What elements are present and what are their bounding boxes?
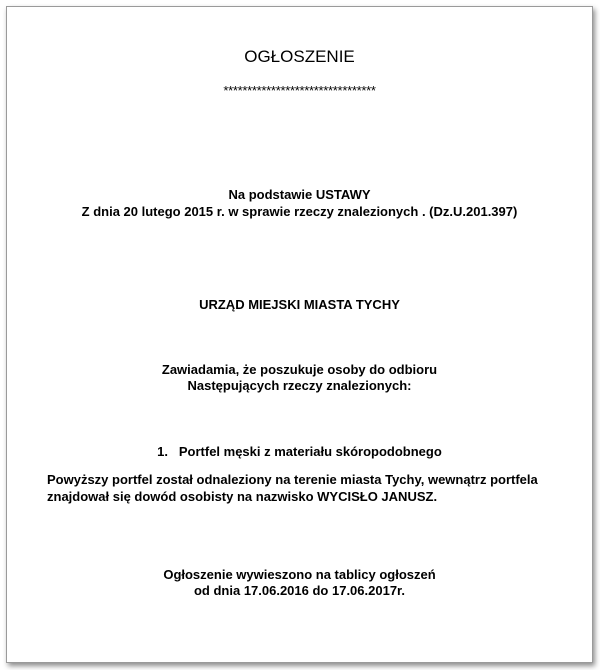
description-line-2: znajdował się dowód osobisty na nazwisko WYCISŁO JANUSZ. [47,489,438,504]
office-name: URZĄD MIEJSKI MIASTA TYCHY [199,297,400,312]
document-page [6,6,593,663]
list-item [7,444,592,460]
notice-line-1: Zawiadamia, że poszukuje osoby do odbioru [161,362,438,377]
posting-line-1: Ogłoszenie wywieszono na tablicy ogłoszeń [163,567,436,582]
list-item-number: 1. [157,444,169,459]
document-title: OGŁOSZENIE [244,47,355,66]
separator-line: ******************************** [223,83,376,98]
description-line-1: Powyższy portfel został odnaleziony na terenie miasta Tychy, wewnątrz portfela [47,472,538,487]
notice-line-2: Następujących rzeczy znalezionych: [187,378,412,393]
legal-basis-line-2: Z dnia 20 lutego 2015 r. w sprawie rzeczy znalezionych . (Dz.U.201.397) [81,204,518,219]
posting-line-2: od dnia 17.06.2016 do 17.06.2017r. [193,583,405,598]
list-item-label: Portfel męski z materiału skóropodobnego [178,444,442,459]
legal-basis-line-1: Na podstawie USTAWY [228,187,371,202]
description-paragraph [47,471,582,505]
